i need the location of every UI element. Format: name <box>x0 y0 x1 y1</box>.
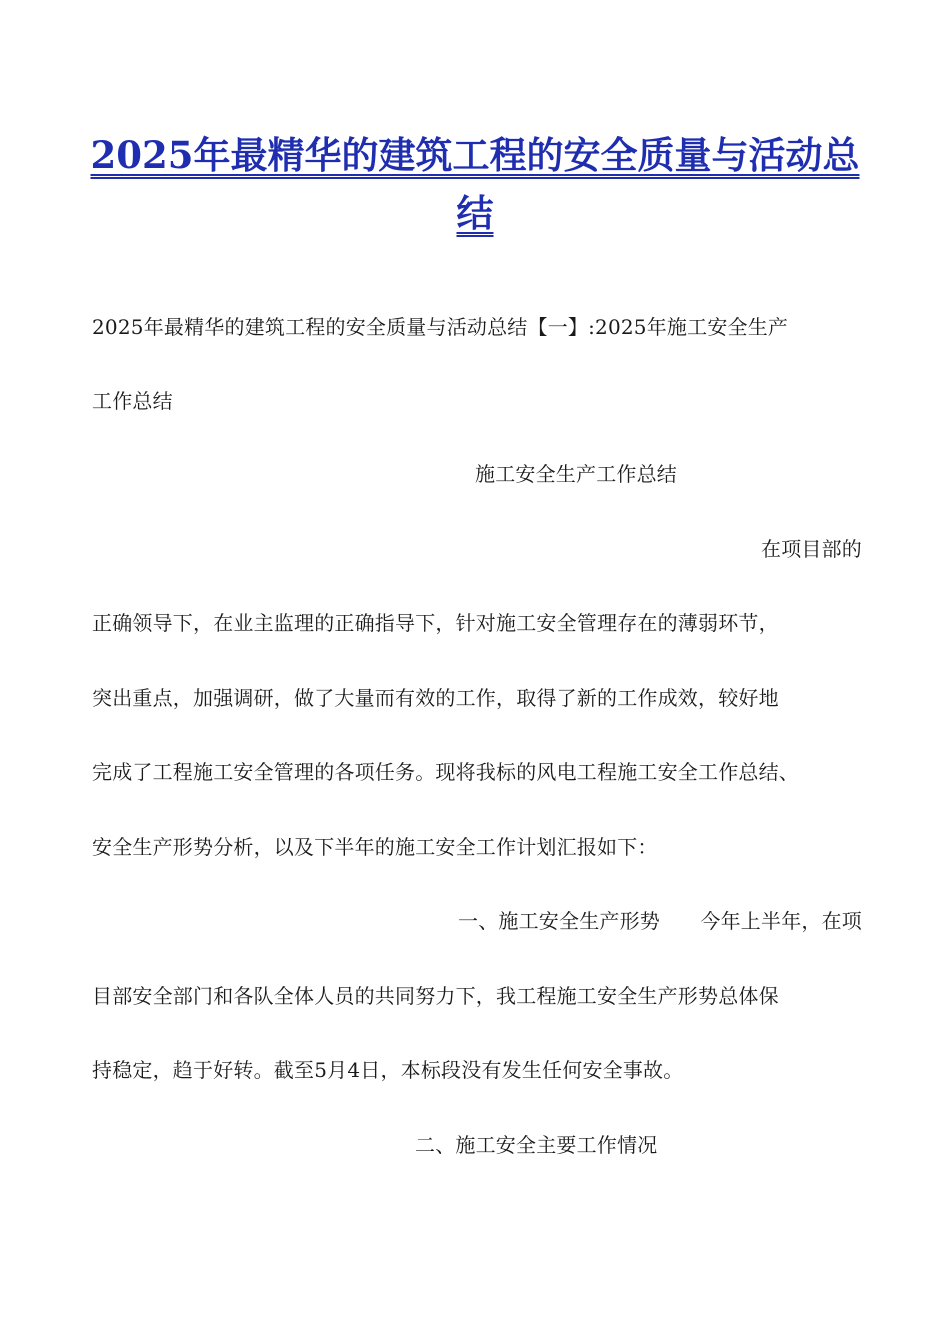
body-line-2: 工作总结 <box>92 389 173 413</box>
body-line-8: 安全生产形势分析，以及下半年的施工安全工作计划汇报如下： <box>92 835 658 859</box>
document-title[interactable] <box>90 126 860 242</box>
section-heading-summary: 施工安全生产工作总结 <box>475 462 677 486</box>
body-line-5: 正确领导下，在业主监理的正确指导下，针对施工安全管理存在的薄弱环节， <box>92 611 779 635</box>
body-line-4: 在项目部的 <box>761 537 862 561</box>
body-line-6: 突出重点，加强调研，做了大量而有效的工作，取得了新的工作成效，较好地 <box>92 686 779 710</box>
body-line-10: 目部安全部门和各队全体人员的共同努力下，我工程施工安全生产形势总体保 <box>92 984 779 1008</box>
body-line-1: 2025年最精华的建筑工程的安全质量与活动总结【一】:2025年施工安全生产 <box>92 315 789 339</box>
body-line-7: 完成了工程施工安全管理的各项任务。现将我标的风电工程施工安全工作总结、 <box>92 760 799 784</box>
body-line-11: 持稳定，趋于好转。截至5月4日，本标段没有发生任何安全事故。 <box>92 1058 684 1082</box>
body-line-9: 一、施工安全生产形势 今年上半年，在项 <box>458 909 862 933</box>
document-title-text[interactable]: 2025年最精华的建筑工程的安全质量与活动总结 <box>90 133 860 235</box>
section-heading-main-work: 二、施工安全主要工作情况 <box>415 1133 658 1157</box>
